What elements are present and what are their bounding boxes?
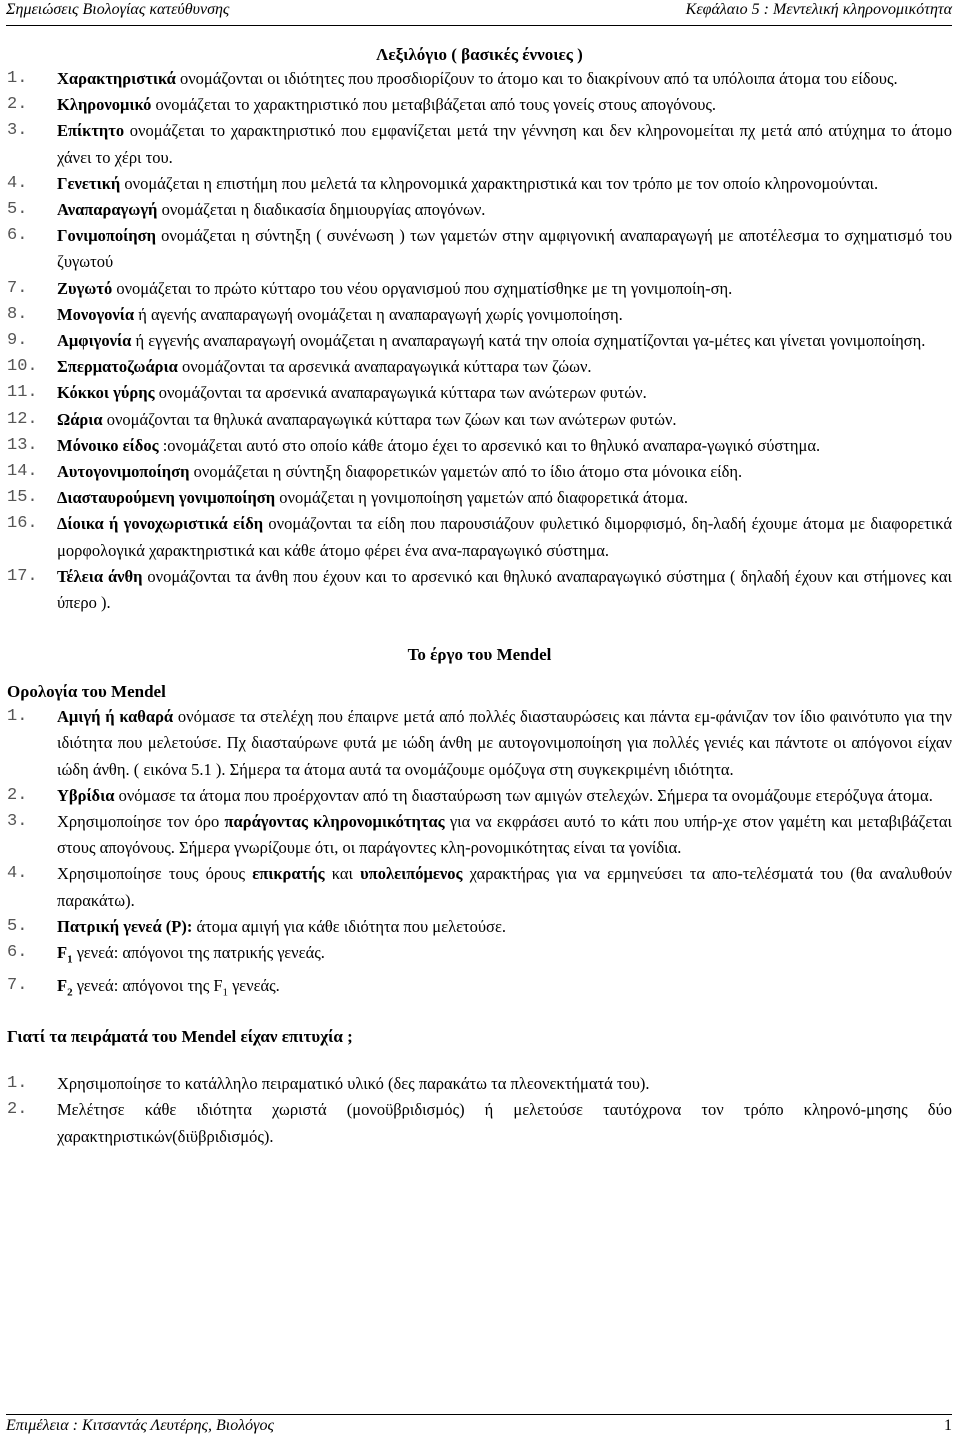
why-list xyxy=(7,1071,952,1150)
glossary-definition: ονομάζεται το χαρακτηριστικό που εμφανίζεται μετά την γέννηση και δεν κληρονομείται πχ μετά από ατύχημα το άτομο χάνει το χέρι του. xyxy=(57,121,952,167)
glossary-term: Σπερματοζωάρια xyxy=(57,357,178,377)
item-number: 6. xyxy=(7,943,28,963)
glossary-term: Αναπαραγωγή xyxy=(57,200,158,220)
header-course-title: Σημειώσεις Βιολογίας κατεύθυνσης xyxy=(6,1,230,18)
item-number: 4. xyxy=(7,864,28,884)
term: Υβρίδια xyxy=(57,785,115,805)
item-number: 1. xyxy=(7,707,28,727)
glossary-item xyxy=(7,407,952,433)
item-number: 10. xyxy=(7,357,38,377)
item-number: 1. xyxy=(7,1074,28,1094)
why-heading: Γιατί τα πειράματά του Mendel είχαν επιτυχία ; xyxy=(7,1027,353,1047)
glossary-title: Λεξιλόγιο ( βασικές έννοιες ) xyxy=(376,45,583,64)
glossary-definition: ονομάζεται η σύντηξη ( συνένωση ) των γαμετών στην αμφιγονική αναπαραγωγή με αποτέλεσμα το σχηματισμό του ζυγωτού xyxy=(57,226,952,272)
mendel-terms-heading: Ορολογία του Mendel xyxy=(7,682,166,702)
mendel-term-item xyxy=(7,940,952,973)
term-definition: άτομα αμιγή για κάθε ιδιότητα που μελετούσε. xyxy=(192,916,506,936)
item-number: 8. xyxy=(7,304,28,324)
mendel-term-item xyxy=(7,861,952,913)
term: παράγοντας κληρονομικότητας xyxy=(224,812,445,832)
term-definition: γενεάς. xyxy=(228,975,280,995)
glossary-definition: ονομάζονται τα αρσενικά αναπαραγωγικά κύτταρα των ανώτερων φυτών. xyxy=(154,383,647,403)
glossary-term: Επίκτητο xyxy=(57,121,125,141)
glossary-term: Ζυγωτό xyxy=(57,278,113,298)
page-header xyxy=(6,1,952,26)
glossary-item xyxy=(7,380,952,406)
header-chapter-title: Κεφάλαιο 5 : Μεντελική κληρονομικότητα xyxy=(685,1,952,18)
glossary-definition: ονομάζεται η διαδικασία δημιουργίας απογόνων. xyxy=(157,200,486,220)
page-content xyxy=(7,44,952,1150)
glossary-item xyxy=(7,433,952,459)
glossary-term: Αυτογονιμοποίηση xyxy=(57,462,190,482)
item-number: 17. xyxy=(7,566,38,586)
glossary-term: Ωάρια xyxy=(57,409,103,429)
glossary-term: Τέλεια άνθη xyxy=(57,566,143,586)
footer-author: Επιμέλεια : Κιτσαντάς Λευτέρης, Βιολόγος xyxy=(6,1417,274,1434)
item-number: 1. xyxy=(7,69,28,88)
glossary-item xyxy=(7,223,952,275)
glossary-term: Κόκκοι γύρης xyxy=(57,383,155,403)
glossary-item xyxy=(7,485,952,511)
why-item xyxy=(7,1097,952,1149)
glossary-definition: ονομάζεται το χαρακτηριστικό που μεταβιβάζεται από τους γονείς στους απογόνους. xyxy=(151,95,717,115)
glossary-item xyxy=(7,459,952,485)
item-number: 2. xyxy=(7,95,28,115)
subscript: 1 xyxy=(222,985,229,998)
glossary-item xyxy=(7,276,952,302)
term-definition: ονόμασε τα άτομα που προέρχονταν από τη διασταύρωση των αμιγών στελεχών. Σήμερα τα ονομάζουμε ετερόζυγα άτομα. xyxy=(114,785,933,805)
glossary-definition: ονομάζονται τα άνθη που έχουν και το αρσενικό και θηλυκό αναπαραγωγικό σύστημα ( δηλαδή έχουν και στήμονες και ύπερο ). xyxy=(57,566,952,613)
glossary-item xyxy=(7,564,952,616)
glossary-term: Δίοικα ή γονοχωριστικά είδη xyxy=(57,514,264,534)
item-number: 2. xyxy=(7,785,28,805)
glossary-item xyxy=(7,511,952,563)
item-number: 15. xyxy=(7,488,38,508)
glossary-item xyxy=(7,92,952,118)
mendel-term-item xyxy=(7,809,952,861)
why-text: Χρησιμοποίησε το κατάλληλο πειραματικό υλικό (δες παρακάτω τα πλεονεκτήματά του). xyxy=(57,1074,650,1094)
item-number: 12. xyxy=(7,409,38,429)
term-text: χαρακτήρας για να ερμηνεύσει τα απο-τελέσματά του (θα αναλυθούν παρακάτω). xyxy=(57,864,952,910)
glossary-item xyxy=(7,118,952,170)
item-number: 3. xyxy=(7,812,28,832)
glossary-definition: ή εγγενής αναπαραγωγή ονομάζεται η αναπαραγωγή κατά την οποία σχηματίζονται γα-μέτες και γίνεται γονιμοποίηση. xyxy=(131,331,926,351)
term: επικρατής xyxy=(252,864,325,884)
glossary-definition: ονομάζονται οι ιδιότητες που προσδιορίζουν το άτομο και το διακρίνουν από τα υπόλοιπα άτομα του είδους. xyxy=(175,69,898,88)
glossary-item xyxy=(7,328,952,354)
item-number: 7. xyxy=(7,975,28,995)
glossary-term: Μονογονία xyxy=(57,304,135,324)
glossary-definition: ονομάζεται η επιστήμη που μελετά τα κληρονομικά χαρακτηριστικά και τον τρόπο με τον οποίο κληρονομούνται. xyxy=(120,173,879,193)
glossary-definition: ονομάζονται τα αρσενικά αναπαραγωγικά κύτταρα των ζώων. xyxy=(177,357,592,377)
glossary-list xyxy=(7,66,952,616)
glossary-definition: ονομάζεται η σύντηξη διαφορετικών γαμετών από το ίδιο άτομο στα μόνοικα είδη. xyxy=(189,462,743,482)
term: υπολειπόμενος xyxy=(360,864,463,884)
glossary-definition: ή αγενής αναπαραγωγή ονομάζεται η αναπαραγωγή χωρίς γονιμοποίηση. xyxy=(134,304,623,324)
glossary-item xyxy=(7,354,952,380)
item-number: 5. xyxy=(7,916,28,936)
term-definition: γενεά: απόγονοι της F xyxy=(72,975,223,995)
glossary-definition: ονομάζεται η γονιμοποίηση γαμετών από διαφορετικά άτομα. xyxy=(275,488,688,508)
item-number: 11. xyxy=(7,383,38,403)
item-number: 7. xyxy=(7,278,28,298)
glossary-term: Αμφιγονία xyxy=(57,331,132,351)
mendel-term-item xyxy=(7,914,952,940)
term-text: για να εκφράσει αυτό το κάτι που υπήρ-χε στον γαμέτη και μεταβιβάζεται στους απογόνους. Σήμερα γνωρίζουμε ότι, οι παράγοντες κλη-ρονομικότητας είναι τα γονίδια. xyxy=(57,812,952,858)
glossary-definition: :ονομάζεται αυτό στο οποίο κάθε άτομο έχει το αρσενικό και το θηλυκό αναπαρα-γωγικό σύστημα. xyxy=(158,435,821,455)
item-number: 6. xyxy=(7,226,28,246)
glossary-item xyxy=(7,171,952,197)
term: $F_2$ xyxy=(57,975,73,998)
glossary-definition: ονομάζονται τα θηλυκά αναπαραγωγικά κύτταρα των ζώων και των ανώτερων φυτών. xyxy=(102,409,677,429)
glossary-item xyxy=(7,66,952,92)
glossary-definition: ονομάζονται τα είδη που παρουσιάζουν φυλετικό διμορφισμό, δη-λαδή έχουμε άτομα με διαφορετικά μορφολογικά χαρακτηριστικά και κάθε άτομο φέρει ένα ανα-παραγωγικό σύστημα. xyxy=(57,514,952,560)
glossary-term: Χαρακτηριστικά xyxy=(57,69,176,88)
page-footer xyxy=(6,1414,952,1439)
term-text: και xyxy=(324,864,361,884)
term-text: Χρησιμοποίησε τους όρους xyxy=(57,864,253,884)
term-definition: ονόμασε τα στελέχη που έπαιρνε μετά από πολλές διασταυρώσεις και πάντα εμ-φάνιζαν τον ίδιο φαινότυπο για την ιδιότητα που μελετούσε. Πχ διασταύρωνε φυτά με ιώδη άνθη με αυτογονιμοποίηση για πολλές γενιές και πάντοτε οι απόγονοι είχαν ιώδη άνθη. ( εικόνα 5.1 ). Σήμερα τα άτομα αυτά τα ονομάζουμε ομόζυγα στη συγκεκριμένη ιδιότητα. xyxy=(57,707,952,779)
glossary-term: Κληρονομικό xyxy=(57,95,152,115)
glossary-term: Μόνοικο είδος xyxy=(57,435,159,455)
glossary-definition: ονομάζεται το πρώτο κύτταρο του νέου οργανισμού που σχηματίσθηκε με τη γονιμοποίη-ση. xyxy=(112,278,733,298)
item-number: 14. xyxy=(7,462,38,482)
term: Πατρική γενεά (P): xyxy=(57,916,193,936)
why-text: Μελέτησε κάθε ιδιότητα χωριστά (μονοϋβριδισμός) ή μελετούσε ταυτόχρονα τον τρόπο κληρονό-μησης δύο χαρακτηριστικών(διϋβριδισμός). xyxy=(57,1100,952,1146)
why-item xyxy=(7,1071,952,1097)
item-number: 3. xyxy=(7,121,28,141)
item-number: 2. xyxy=(7,1100,28,1120)
term-text: Χρησιμοποίησε τον όρο xyxy=(57,812,225,832)
term: Αμιγή ή καθαρά xyxy=(57,707,174,727)
glossary-item xyxy=(7,302,952,328)
mendel-term-item xyxy=(7,783,952,809)
glossary-term: Διασταυρούμενη γονιμοποίηση xyxy=(57,488,276,508)
item-number: 9. xyxy=(7,331,28,351)
item-number: 16. xyxy=(7,514,38,534)
mendel-section-title: Το έργο του Mendel xyxy=(407,645,552,665)
glossary-term: Γενετική xyxy=(57,173,121,193)
term-definition: γενεά: απόγονοι της πατρικής γενεάς. xyxy=(72,943,325,963)
glossary-item xyxy=(7,197,952,223)
mendel-term-item xyxy=(7,973,952,1006)
term: $F_1$ xyxy=(57,943,73,966)
mendel-term-item xyxy=(7,704,952,783)
glossary-term: Γονιμοποίηση xyxy=(57,226,156,246)
page-number: 1 xyxy=(944,1417,952,1434)
item-number: 4. xyxy=(7,173,28,193)
item-number: 5. xyxy=(7,200,28,220)
item-number: 13. xyxy=(7,435,38,455)
